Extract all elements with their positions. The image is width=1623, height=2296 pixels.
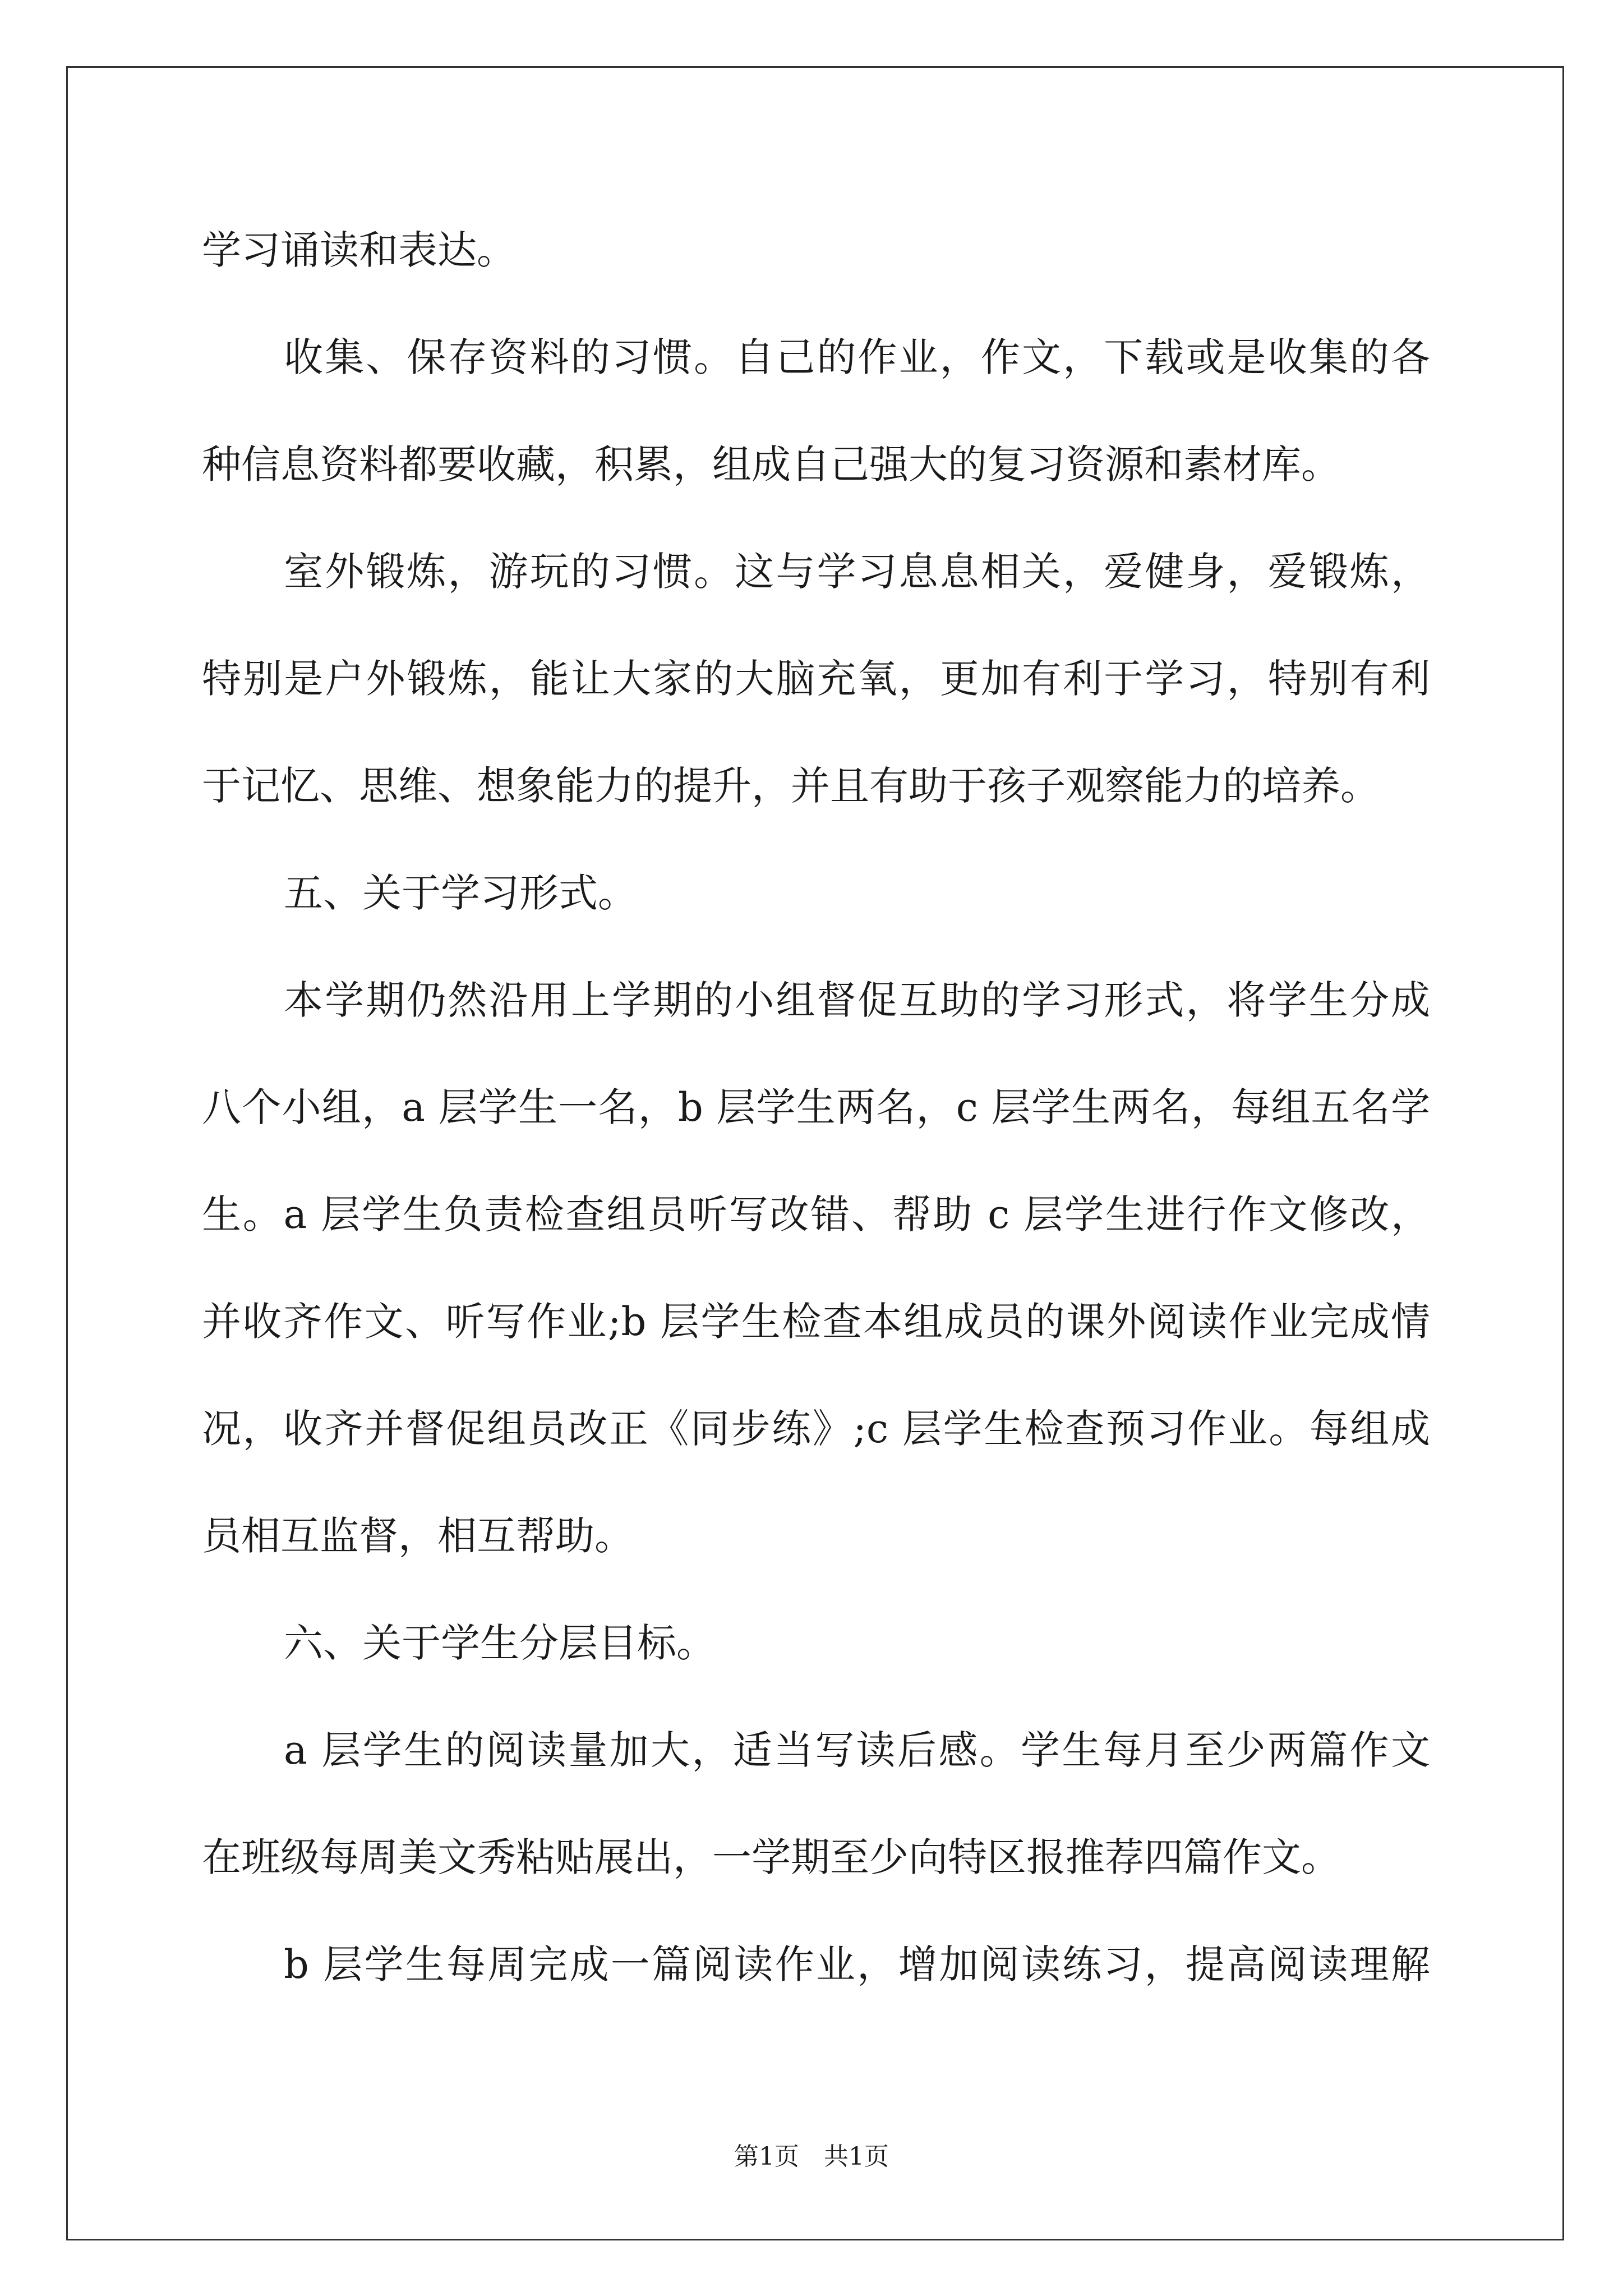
- paragraph: [202, 1911, 1430, 2018]
- paragraph: [202, 304, 1430, 518]
- section-heading: [202, 1590, 1430, 1697]
- heading-line: 五、关于学习形式。: [284, 870, 637, 916]
- text-line: 在班级每周美文秀粘贴展出，一学期至少向特区报推荐四篇作文。: [202, 1834, 1340, 1880]
- heading-line: 六、关于学生分层目标。: [284, 1620, 716, 1666]
- page-footer: 第1页 共1页: [734, 2142, 889, 2171]
- document-body: [202, 197, 1430, 2018]
- text-line: 种信息资料都要收藏，积累，组成自己强大的复习资源和素材库。: [202, 441, 1340, 487]
- text-line: 学习诵读和表达。: [202, 227, 516, 273]
- paragraph: [202, 518, 1430, 840]
- text-line: 生。a 层学生负责检查组员听写改错、帮助 c 层学生进行作文修改，: [202, 1191, 1430, 1237]
- section-heading: [202, 840, 1430, 947]
- text-line: b 层学生每周完成一篇阅读作业，增加阅读练习，提高阅读理解: [284, 1941, 1430, 1987]
- text-line: 于记忆、思维、想象能力的提升，并且有助于孩子观察能力的培养。: [202, 763, 1380, 809]
- text-line: 员相互监督，相互帮助。: [202, 1513, 634, 1559]
- paragraph: [202, 197, 1430, 304]
- text-line: 本学期仍然沿用上学期的小组督促互助的学习形式，将学生分成: [284, 977, 1430, 1023]
- text-line: 八个小组，a 层学生一名，b 层学生两名，c 层学生两名，每组五名学: [202, 1084, 1430, 1130]
- text-line: 室外锻炼，游玩的习惯。这与学习息息相关，爱健身，爱锻炼，: [284, 549, 1430, 595]
- paragraph: [202, 1697, 1430, 1911]
- text-line: 况，收齐并督促组员改正《同步练》;c 层学生检查预习作业。每组成: [202, 1406, 1430, 1452]
- text-line: 并收齐作文、听写作业;b 层学生检查本组成员的课外阅读作业完成情: [202, 1299, 1430, 1345]
- paragraph: [202, 947, 1430, 1590]
- text-line: 特别是户外锻炼，能让大家的大脑充氧，更加有利于学习，特别有利: [202, 656, 1430, 702]
- text-line: a 层学生的阅读量加大，适当写读后感。学生每月至少两篇作文: [284, 1727, 1430, 1773]
- text-line: 收集、保存资料的习惯。自己的作业，作文，下载或是收集的各: [284, 334, 1430, 380]
